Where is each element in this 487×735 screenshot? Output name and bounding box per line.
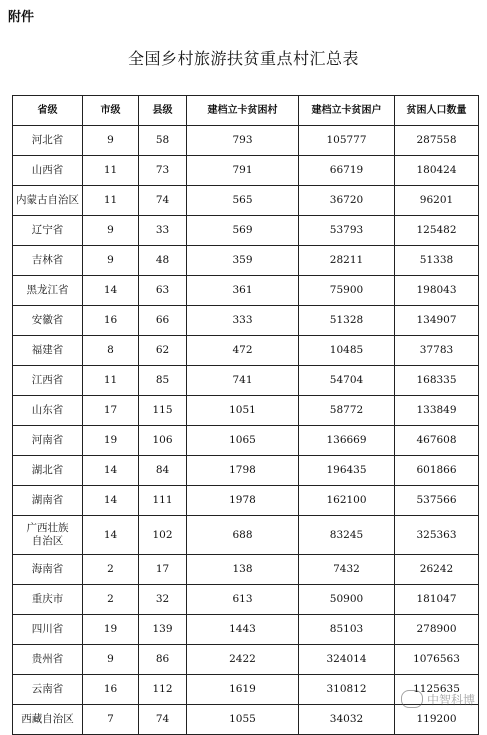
cell-city-count: 9 (83, 246, 139, 276)
cell-province: 广西壮族 自治区 (13, 516, 83, 555)
cell-county-count: 106 (139, 426, 187, 456)
cell-poor-households: 66719 (299, 156, 395, 186)
cell-poor-population: 537566 (395, 486, 479, 516)
table-row (13, 486, 479, 516)
cell-province: 吉林省 (13, 246, 83, 276)
header-poor-villages: 建档立卡贫困村 (187, 96, 299, 126)
cell-poor-households: 36720 (299, 186, 395, 216)
cell-province: 内蒙古自治区 (13, 186, 83, 216)
cell-county-count: 74 (139, 186, 187, 216)
cell-poor-villages: 1619 (187, 675, 299, 705)
cell-county-count: 48 (139, 246, 187, 276)
cell-poor-population: 37783 (395, 336, 479, 366)
cell-city-count: 8 (83, 336, 139, 366)
cell-poor-households: 51328 (299, 306, 395, 336)
cell-county-count: 139 (139, 615, 187, 645)
cell-poor-households: 53793 (299, 216, 395, 246)
table-row (13, 516, 479, 555)
table-row (13, 366, 479, 396)
cell-city-count: 14 (83, 516, 139, 555)
cell-city-count: 9 (83, 126, 139, 156)
cell-county-count: 84 (139, 456, 187, 486)
cell-province: 湖南省 (13, 486, 83, 516)
header-poor-population: 贫困人口数量 (395, 96, 479, 126)
cell-poor-households: 310812 (299, 675, 395, 705)
cell-poor-population: 168335 (395, 366, 479, 396)
cell-county-count: 63 (139, 276, 187, 306)
cell-county-count: 85 (139, 366, 187, 396)
header-county: 县级 (139, 96, 187, 126)
cell-province: 海南省 (13, 555, 83, 585)
cell-province: 辽宁省 (13, 216, 83, 246)
cell-poor-households: 54704 (299, 366, 395, 396)
cell-poor-households: 105777 (299, 126, 395, 156)
cell-province: 云南省 (13, 675, 83, 705)
cell-county-count: 111 (139, 486, 187, 516)
table-row (13, 186, 479, 216)
cell-province: 黑龙江省 (13, 276, 83, 306)
cell-poor-households: 136669 (299, 426, 395, 456)
cell-poor-population: 1125635 (395, 675, 479, 705)
cell-poor-population: 181047 (395, 585, 479, 615)
table-row (13, 276, 479, 306)
cell-city-count: 14 (83, 456, 139, 486)
cell-poor-households: 28211 (299, 246, 395, 276)
cell-province: 江西省 (13, 366, 83, 396)
cell-poor-villages: 333 (187, 306, 299, 336)
table-row (13, 555, 479, 585)
cell-poor-population: 125482 (395, 216, 479, 246)
cell-poor-villages: 569 (187, 216, 299, 246)
cell-city-count: 19 (83, 615, 139, 645)
cell-poor-villages: 1443 (187, 615, 299, 645)
cell-poor-households: 162100 (299, 486, 395, 516)
table-row (13, 426, 479, 456)
cell-province: 山西省 (13, 156, 83, 186)
table-header-row (13, 96, 479, 126)
table-body (13, 126, 479, 735)
cell-province: 河南省 (13, 426, 83, 456)
cell-poor-households: 196435 (299, 456, 395, 486)
table-row (13, 246, 479, 276)
cell-poor-households: 324014 (299, 645, 395, 675)
cell-province: 西藏自治区 (13, 705, 83, 735)
cell-poor-villages: 1978 (187, 486, 299, 516)
watermark (401, 690, 475, 708)
cell-city-count: 16 (83, 675, 139, 705)
cell-poor-population: 119200 (395, 705, 479, 735)
cell-poor-population: 278900 (395, 615, 479, 645)
cell-poor-villages: 791 (187, 156, 299, 186)
cell-province: 河北省 (13, 126, 83, 156)
attachment-label: 附件 (8, 10, 35, 25)
table-row (13, 585, 479, 615)
cell-poor-population: 198043 (395, 276, 479, 306)
cell-poor-population: 601866 (395, 456, 479, 486)
header-poor-households: 建档立卡贫困户 (299, 96, 395, 126)
table-row (13, 456, 479, 486)
cell-province: 湖北省 (13, 456, 83, 486)
cell-county-count: 17 (139, 555, 187, 585)
cell-province: 四川省 (13, 615, 83, 645)
table-row (13, 336, 479, 366)
cell-poor-population: 26242 (395, 555, 479, 585)
cell-city-count: 2 (83, 585, 139, 615)
cell-county-count: 66 (139, 306, 187, 336)
cell-poor-villages: 138 (187, 555, 299, 585)
cell-poor-villages: 361 (187, 276, 299, 306)
cell-poor-households: 75900 (299, 276, 395, 306)
cell-city-count: 17 (83, 396, 139, 426)
cell-county-count: 33 (139, 216, 187, 246)
cell-poor-villages: 2422 (187, 645, 299, 675)
table-row (13, 396, 479, 426)
cell-city-count: 14 (83, 276, 139, 306)
cell-poor-households: 34032 (299, 705, 395, 735)
table-row (13, 306, 479, 336)
cell-county-count: 112 (139, 675, 187, 705)
cell-city-count: 11 (83, 186, 139, 216)
cell-city-count: 9 (83, 216, 139, 246)
cell-poor-population: 133849 (395, 396, 479, 426)
cell-poor-households: 58772 (299, 396, 395, 426)
cell-poor-villages: 793 (187, 126, 299, 156)
table-row (13, 216, 479, 246)
cell-county-count: 73 (139, 156, 187, 186)
cell-province: 福建省 (13, 336, 83, 366)
page-title: 全国乡村旅游扶贫重点村汇总表 (127, 49, 359, 68)
cell-poor-population: 180424 (395, 156, 479, 186)
header-city: 市级 (83, 96, 139, 126)
cell-poor-population: 96201 (395, 186, 479, 216)
cell-poor-villages: 741 (187, 366, 299, 396)
cell-province: 重庆市 (13, 585, 83, 615)
cell-poor-villages: 565 (187, 186, 299, 216)
table-row (13, 156, 479, 186)
cell-poor-households: 85103 (299, 615, 395, 645)
cell-poor-population: 287558 (395, 126, 479, 156)
cell-poor-villages: 1055 (187, 705, 299, 735)
header-province: 省级 (13, 96, 83, 126)
cell-poor-population: 134907 (395, 306, 479, 336)
cell-city-count: 2 (83, 555, 139, 585)
cell-city-count: 19 (83, 426, 139, 456)
cell-county-count: 74 (139, 705, 187, 735)
cell-province: 贵州省 (13, 645, 83, 675)
cell-poor-households: 10485 (299, 336, 395, 366)
cell-province: 山东省 (13, 396, 83, 426)
cell-poor-villages: 688 (187, 516, 299, 555)
cell-poor-villages: 359 (187, 246, 299, 276)
cell-poor-population: 1076563 (395, 645, 479, 675)
table-row (13, 615, 479, 645)
cell-city-count: 16 (83, 306, 139, 336)
cell-county-count: 58 (139, 126, 187, 156)
cell-poor-villages: 1798 (187, 456, 299, 486)
cell-city-count: 11 (83, 366, 139, 396)
cell-poor-households: 83245 (299, 516, 395, 555)
cell-poor-population: 51338 (395, 246, 479, 276)
wechat-icon (401, 690, 423, 708)
table-row (13, 705, 479, 735)
cell-poor-villages: 613 (187, 585, 299, 615)
cell-poor-households: 50900 (299, 585, 395, 615)
cell-county-count: 86 (139, 645, 187, 675)
cell-poor-villages: 1065 (187, 426, 299, 456)
cell-poor-villages: 472 (187, 336, 299, 366)
cell-county-count: 102 (139, 516, 187, 555)
cell-city-count: 11 (83, 156, 139, 186)
summary-table (12, 95, 479, 735)
cell-poor-population: 325363 (395, 516, 479, 555)
cell-province: 安徽省 (13, 306, 83, 336)
cell-poor-households: 7432 (299, 555, 395, 585)
cell-county-count: 62 (139, 336, 187, 366)
cell-county-count: 115 (139, 396, 187, 426)
table-row (13, 126, 479, 156)
cell-county-count: 32 (139, 585, 187, 615)
cell-city-count: 9 (83, 645, 139, 675)
table-row (13, 645, 479, 675)
cell-city-count: 14 (83, 486, 139, 516)
cell-poor-villages: 1051 (187, 396, 299, 426)
cell-city-count: 7 (83, 705, 139, 735)
watermark-text: 中智科博 (426, 692, 475, 707)
cell-poor-population: 467608 (395, 426, 479, 456)
